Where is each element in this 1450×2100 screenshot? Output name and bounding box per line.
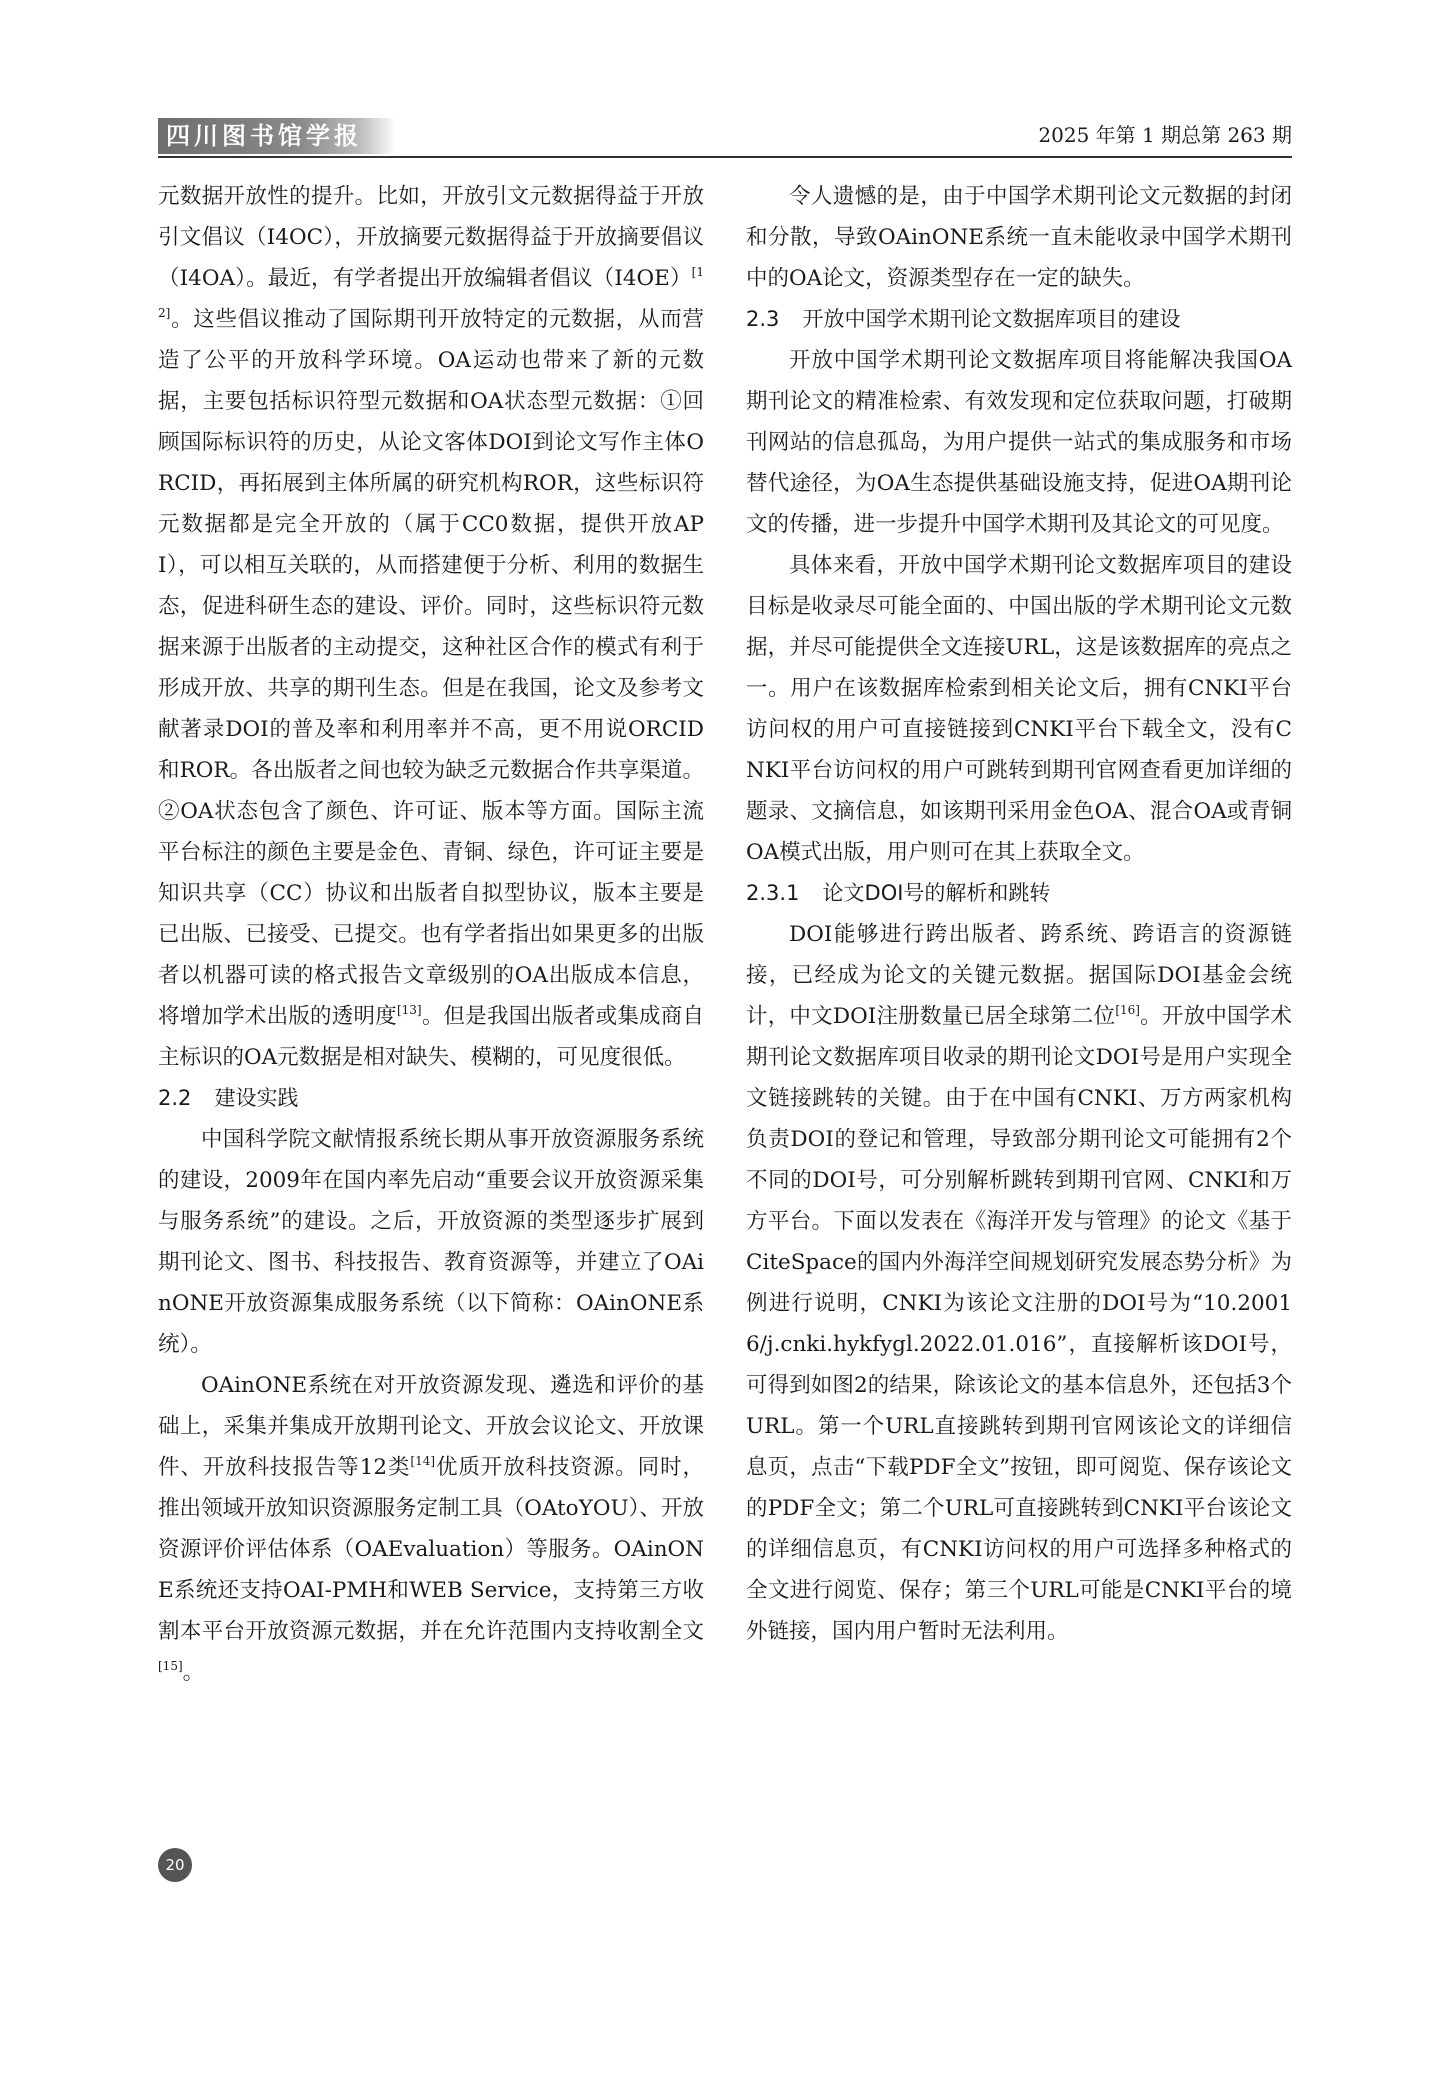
section-number: 2.3.1 (746, 881, 800, 905)
section-heading-2-3-1 (746, 873, 1292, 914)
citation-13: [13] (396, 1003, 422, 1017)
paragraph: 令人遗憾的是，由于中国学术期刊论文元数据的封闭和分散，导致OAinONE系统一直未能收录中国学术期刊中的OA论文，资源类型存在一定的缺失。 (746, 184, 1292, 291)
citation-14: [14] (410, 1454, 436, 1468)
page-number: 20 (158, 1848, 192, 1882)
section-number: 2.2 (158, 1086, 192, 1110)
section-heading-2-2 (158, 1078, 704, 1119)
section-title: 开放中国学术期刊论文数据库项目的建设 (802, 307, 1181, 331)
section-title: 建设实践 (214, 1086, 299, 1110)
citation-12: [12] (158, 265, 704, 320)
paragraph (158, 1365, 704, 1693)
citation-15: [15] (158, 1659, 183, 1673)
text-run: 优质开放科技资源。同时，推出领域开放知识资源服务定制工具（OAtoYOU）、开放资源评价评估体系（OAEvaluation）等服务。OAinONE系统还支持OAI-PMH和WEB Service，支持第三方收割本平台开放资源元数据，并在允许范围内支持收割全文 (158, 1455, 704, 1644)
left-column (158, 176, 704, 1693)
text-run: DOI能够进行跨出版者、跨系统、跨语言的资源链接，已经成为论文的关键元数据。据国际DOI基金会统计，中文DOI注册数量已居全球第二位 (746, 922, 1292, 1029)
paragraph: 中国科学院文献情报系统长期从事开放资源服务系统的建设，2009年在国内率先启动“重要会议开放资源采集与服务系统”的建设。之后，开放资源的类型逐步扩展到期刊论文、图书、科技报告、教育资源等，并建立了OAinONE开放资源集成服务系统（以下简称：OAinONE系统）。 (158, 1127, 704, 1357)
text-run: 。开放中国学术期刊论文数据库项目收录的期刊论文DOI号是用户实现全文链接跳转的关键。由于在中国有CNKI、万方两家机构负责DOI的登记和管理，导致部分期刊论文可能拥有2个不同的DOI号，可分别解析跳转到期刊官网、CNKI和万方平台。下面以发表在《海洋开发与管理》的论文《基于CiteSpace的国内外海洋空间规划研究发展态势分析》为例进行说明，CNKI为该论文注册的DOI号为“10.20016/j.cnki.hykfygl.2022.01.016”，直接解析该DOI号，可得到如图2的结果，除该论文的基本信息外，还包括3个URL。第一个URL直接跳转到期刊官网该论文的详细信息页，点击“下载PDF全文”按钮，即可阅览、保存该论文的PDF全文；第二个URL可直接跳转到CNKI平台该论文的详细信息页，有CNKI访问权的用户可选择多种格式的全文进行阅览、保存；第三个URL可能是CNKI平台的境外链接，国内用户暂时无法利用。 (746, 1004, 1292, 1644)
paragraph (746, 914, 1292, 1652)
issue-info: 2025 年第 1 期总第 263 期 (1038, 123, 1292, 147)
header-rule (158, 156, 1292, 158)
paragraph-continuation (158, 176, 704, 1078)
paragraph: 开放中国学术期刊论文数据库项目将能解决我国OA期刊论文的精准检索、有效发现和定位获取问题，打破期刊网站的信息孤岛，为用户提供一站式的集成服务和市场替代途径，为OA生态提供基础设施支持，促进OA期刊论文的传播，进一步提升中国学术期刊及其论文的可见度。 (746, 348, 1292, 537)
running-header (158, 114, 1292, 158)
text-run: 。这些倡议推动了国际期刊开放特定的元数据，从而营造了公平的开放科学环境。OA运动也带来了新的元数据，主要包括标识符型元数据和OA状态型元数据：①回顾国际标识符的历史，从论文客体DOI到论文写作主体ORCID，再拓展到主体所属的研究机构ROR，这些标识符元数据都是完全开放的（属于CC0数据，提供开放API），可以相互关联的，从而搭建便于分析、利用的数据生态，促进科研生态的建设、评价。同时，这些标识符元数据来源于出版者的主动提交，这种社区合作的模式有利于形成开放、共享的期刊生态。但是在我国，论文及参考文献著录DOI的普及率和利用率并不高，更不用说ORCID和ROR。各出版者之间也较为缺乏元数据合作共享渠道。②OA状态包含了颜色、许可证、版本等方面。国际主流平台标注的颜色主要是金色、青铜、绿色，许可证主要是知识共享（CC）协议和出版者自拟型协议，版本主要是已出版、已接受、已提交。也有学者指出如果更多的出版者以机器可读的格式报告文章级别的OA出版成本信息，将增加学术出版的透明度 (158, 307, 704, 1029)
section-heading-2-3 (746, 299, 1292, 340)
text-run: 。 (182, 1660, 205, 1685)
text-run: 。但是我国出版者或集成商自主标识的OA元数据是相对缺失、模糊的，可见度很低。 (158, 1004, 704, 1070)
section-number: 2.3 (746, 307, 780, 331)
paragraph: 具体来看，开放中国学术期刊论文数据库项目的建设目标是收录尽可能全面的、中国出版的学术期刊论文元数据，并尽可能提供全文连接URL，这是该数据库的亮点之一。用户在该数据库检索到相关论文后，拥有CNKI平台访问权的用户可直接链接到CNKI平台下载全文，没有CNKI平台访问权的用户可跳转到期刊官网查看更加详细的题录、文摘信息，如该期刊采用金色OA、混合OA或青铜OA模式出版，用户则可在其上获取全文。 (746, 553, 1292, 865)
citation-16: [16] (1115, 1003, 1140, 1017)
text-run: OAinONE系统在对开放资源发现、遴选和评价的基础上，采集并集成开放期刊论文、开放会议论文、开放课件、开放科技报告等12类 (158, 1373, 704, 1480)
right-column (746, 176, 1292, 1652)
section-title: 论文DOI号的解析和跳转 (822, 881, 1051, 905)
text-run: 元数据开放性的提升。比如，开放引文元数据得益于开放引文倡议（I4OC），开放摘要元数据得益于开放摘要倡议（I4OA）。最近，有学者提出开放编辑者倡议（I4OE） (158, 184, 704, 291)
journal-name-badge: 四川图书馆学报 (158, 118, 396, 154)
